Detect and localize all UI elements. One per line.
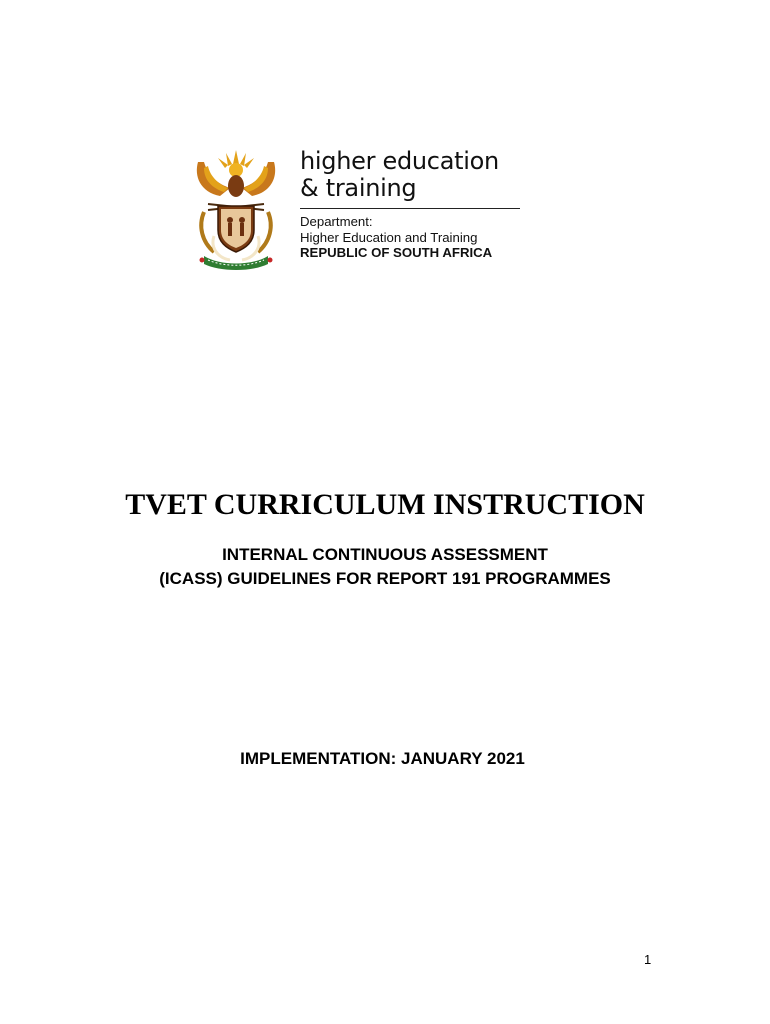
brand-divider <box>300 208 520 209</box>
country-name: REPUBLIC OF SOUTH AFRICA <box>300 245 493 260</box>
department-name: Higher Education and Training <box>300 229 478 245</box>
page-number: 1 <box>644 952 652 967</box>
brand-line-2: & training <box>300 174 417 202</box>
department-label: Department: <box>300 214 373 229</box>
subtitle-line-2: (ICASS) GUIDELINES FOR REPORT 191 PROGRAMMES <box>159 569 611 588</box>
subtitle-line-1: INTERNAL CONTINUOUS ASSESSMENT <box>222 545 548 564</box>
document-subtitle <box>0 543 770 591</box>
department-logo <box>190 148 530 270</box>
implementation-date: IMPLEMENTATION: JANUARY 2021 <box>240 749 525 768</box>
department-wordmark <box>300 148 522 261</box>
document-title: TVET CURRICULUM INSTRUCTION <box>125 488 645 521</box>
brand-line-1: higher education <box>300 147 499 175</box>
coat-of-arms-icon <box>190 148 282 270</box>
